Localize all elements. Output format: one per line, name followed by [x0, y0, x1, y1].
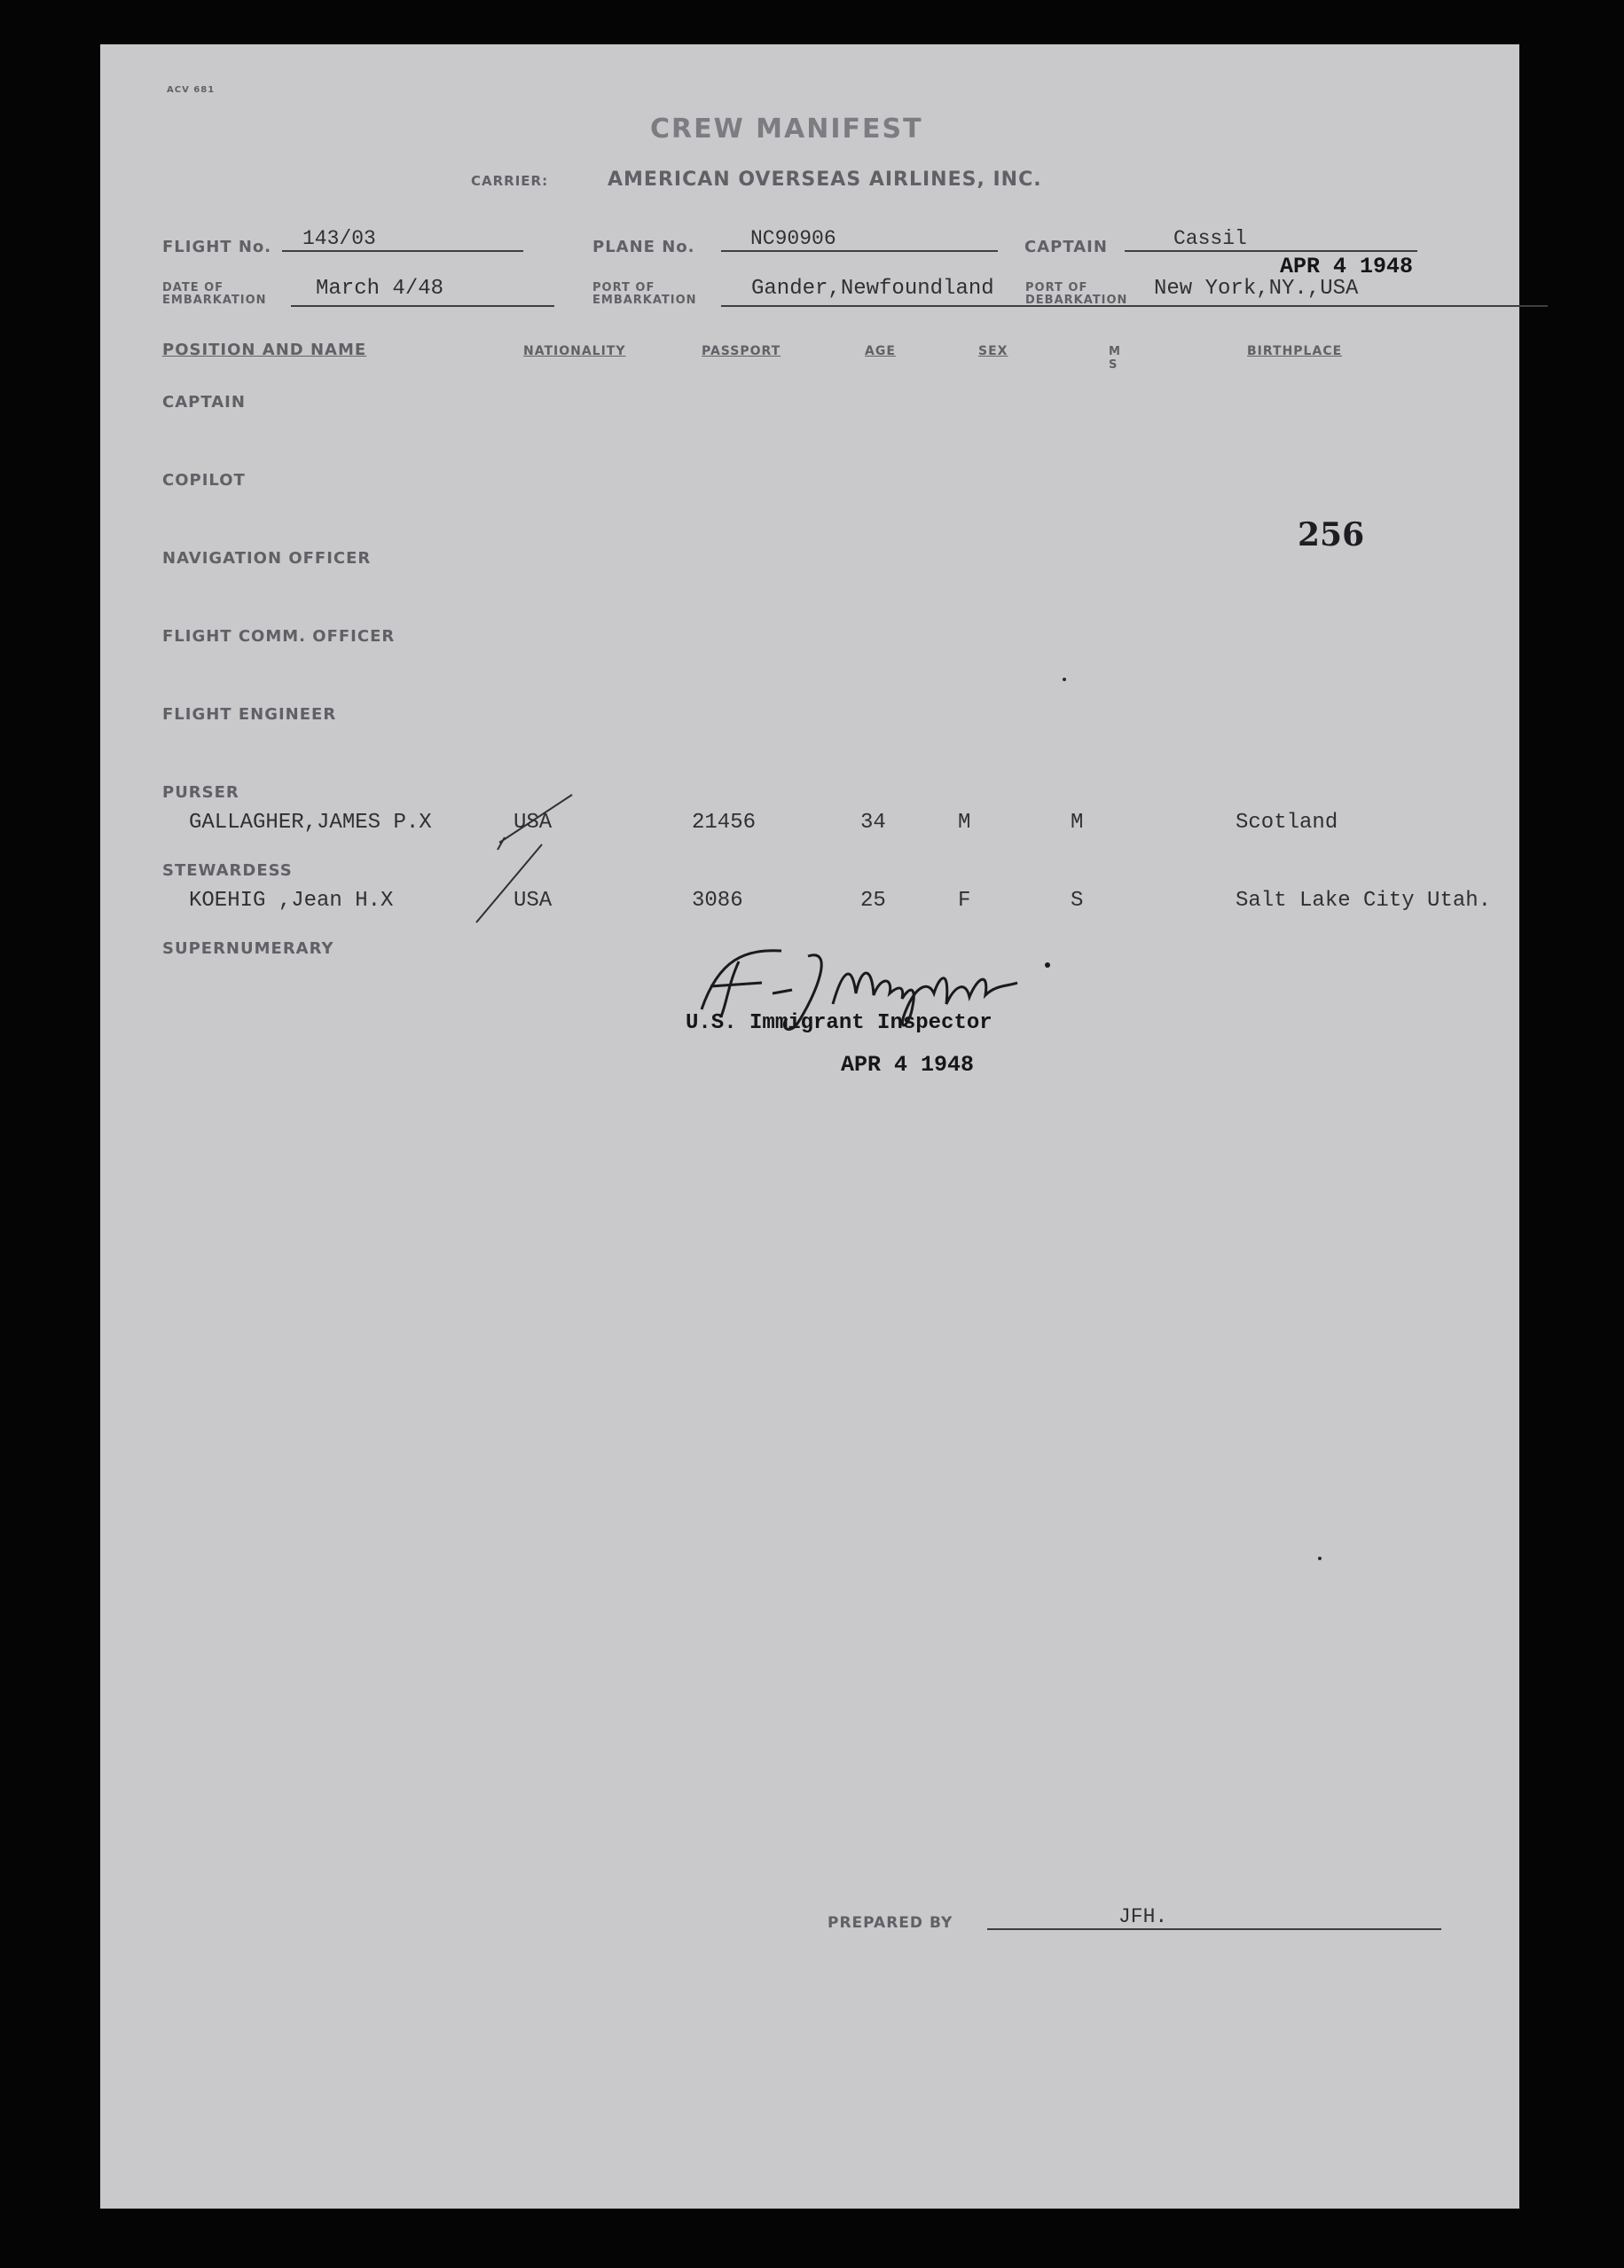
port-embark-label-1: PORT OF: [592, 281, 655, 294]
speck: [1318, 1557, 1322, 1560]
prepared-by-label: PREPARED BY: [828, 1914, 953, 1932]
manifest-page: [100, 44, 1519, 2209]
crew-1-passport: 21456: [692, 811, 757, 835]
carrier-label: CARRIER:: [471, 173, 549, 189]
date-label-2: EMBARKATION: [162, 294, 267, 307]
crew-2-nationality: USA: [514, 889, 553, 913]
crew-2-age: 25: [860, 889, 886, 913]
crew-2-marital: S: [1071, 889, 1084, 913]
position-flight-engineer: FLIGHT ENGINEER: [162, 705, 337, 724]
check-marks: [473, 745, 579, 958]
crew-2-sex: F: [958, 889, 971, 913]
captain-underline: [1125, 250, 1417, 252]
form-code: ACV 681: [167, 85, 216, 95]
col-sex: SEX: [978, 344, 1008, 358]
plane-underline: [721, 250, 998, 252]
page-number: 256: [1298, 516, 1365, 553]
captain-value: Cassil: [1173, 227, 1247, 250]
flight-label: FLIGHT No.: [162, 238, 272, 256]
position-purser: PURSER: [162, 783, 239, 802]
port-embark-label-2: EMBARKATION: [592, 294, 697, 307]
port-debark-label-2: DEBARKATION: [1025, 294, 1128, 307]
date-underline: [291, 305, 554, 307]
position-captain: CAPTAIN: [162, 393, 246, 412]
prepared-by-underline: [987, 1928, 1441, 1930]
flight-underline: [282, 250, 523, 252]
inspector-title: U.S. Immigrant Inspector: [686, 1011, 992, 1035]
crew-2-passport: 3086: [692, 889, 743, 913]
crew-1-age: 34: [860, 811, 886, 835]
crew-2-name: KOEHIG ,Jean H.X: [189, 889, 394, 913]
col-nationality: NATIONALITY: [523, 344, 626, 358]
prepared-by-value: JFH.: [1118, 1905, 1168, 1928]
document-title: CREW MANIFEST: [650, 114, 923, 145]
col-birthplace: BIRTHPLACE: [1247, 344, 1343, 358]
crew-2-birthplace: Salt Lake City Utah.: [1236, 889, 1492, 913]
position-copilot: COPILOT: [162, 471, 246, 490]
embarkation-date: March 4/48: [316, 277, 444, 301]
crew-1-name: GALLAGHER,JAMES P.X: [189, 811, 432, 835]
col-position: POSITION AND NAME: [162, 341, 367, 359]
position-flight-comm-officer: FLIGHT COMM. OFFICER: [162, 627, 396, 646]
col-passport: PASSPORT: [702, 344, 781, 358]
plane-number: NC90906: [750, 227, 836, 250]
received-date-stamp: APR 4 1948: [1280, 254, 1414, 279]
position-supernumerary: SUPERNUMERARY: [162, 939, 334, 958]
col-age: AGE: [865, 344, 896, 358]
port-underline: [721, 305, 1548, 307]
captain-label: CAPTAIN: [1024, 238, 1108, 256]
speck: [1063, 678, 1066, 681]
port-of-embarkation: Gander,Newfoundland: [751, 277, 994, 301]
plane-label: PLANE No.: [592, 238, 695, 256]
crew-1-birthplace: Scotland: [1236, 811, 1338, 835]
flight-number: 143/03: [302, 227, 376, 250]
col-ms-2: S: [1109, 358, 1118, 372]
crew-1-marital: M: [1071, 811, 1084, 835]
carrier-name: AMERICAN OVERSEAS AIRLINES, INC.: [608, 169, 1042, 191]
port-of-debarkation: New York,NY.,USA: [1154, 277, 1359, 301]
inspector-date-stamp: APR 4 1948: [841, 1052, 975, 1078]
position-stewardess: STEWARDESS: [162, 861, 293, 880]
port-debark-label-1: PORT OF: [1025, 281, 1088, 294]
date-label-1: DATE OF: [162, 281, 224, 294]
position-navigation-officer: NAVIGATION OFFICER: [162, 549, 372, 568]
col-ms-1: M: [1109, 345, 1121, 358]
crew-1-nationality: USA: [514, 811, 553, 835]
crew-1-sex: M: [958, 811, 971, 835]
